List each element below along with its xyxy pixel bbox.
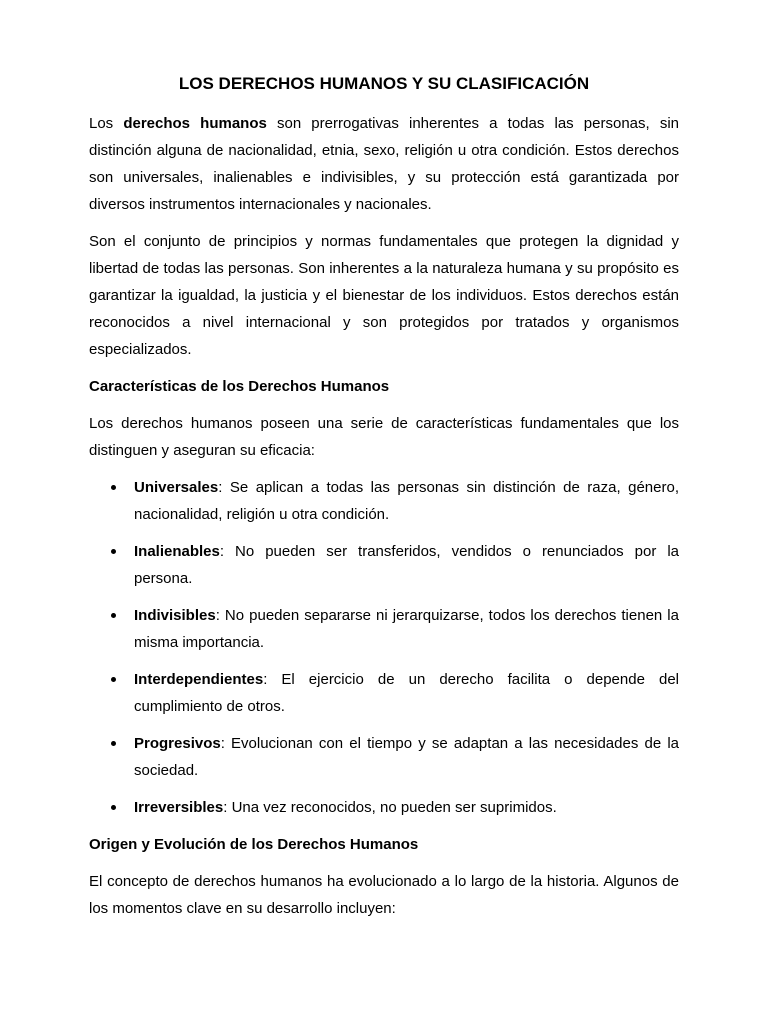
definition-paragraph: Son el conjunto de principios y normas fundamentales que protegen la dignidad y libertad de todas las personas. Son inherentes a la naturaleza humana y su propósito es garantizar la igualdad, la justicia y el bienestar de los individuos. Estos derechos están reconocidos a nivel internacional y son protegidos por tratados y organismos especializados. bbox=[89, 233, 679, 358]
list-item-term: Universales bbox=[134, 479, 219, 496]
list-item bbox=[89, 794, 679, 821]
list-item bbox=[89, 538, 679, 592]
list-item bbox=[89, 730, 679, 784]
document-title: LOS DERECHOS HUMANOS Y SU CLASIFICACIÓN bbox=[178, 74, 590, 93]
bullet-icon bbox=[111, 613, 116, 618]
list-item-text: : Una vez reconocidos, no pueden ser suprimidos. bbox=[223, 799, 557, 816]
intro-paragraph-prefix: Los bbox=[89, 115, 124, 132]
list-item-term: Inalienables bbox=[134, 543, 220, 560]
origin-heading: Origen y Evolución de los Derechos Humanos bbox=[89, 836, 419, 853]
list-item-text: : No pueden ser transferidos, vendidos o renunciados por la persona. bbox=[134, 543, 679, 587]
bullet-icon bbox=[111, 549, 116, 554]
characteristics-heading: Características de los Derechos Humanos bbox=[89, 378, 390, 395]
list-item bbox=[89, 602, 679, 656]
intro-paragraph-text: son prerrogativas inherentes a todas las personas, sin distinción alguna de nacionalidad, etnia, sexo, religión u otra condición. Estos derechos son universales, inalienables e indivisibles, y su protección está garantizada por diversos instrumentos internacionales y nacionales. bbox=[89, 115, 679, 213]
document-body bbox=[89, 70, 679, 932]
list-item-term: Indivisibles bbox=[134, 607, 216, 624]
list-item-text: : No pueden separarse ni jerarquizarse, todos los derechos tienen la misma importancia. bbox=[134, 607, 679, 651]
bullet-icon bbox=[111, 485, 116, 490]
bullet-icon bbox=[111, 805, 116, 810]
bullet-icon bbox=[111, 677, 116, 682]
list-item-term: Irreversibles bbox=[134, 799, 224, 816]
characteristics-intro: Los derechos humanos poseen una serie de características fundamentales que los distinguen y aseguran su eficacia: bbox=[89, 415, 679, 459]
list-item bbox=[89, 666, 679, 720]
intro-paragraph-bold-term: derechos humanos bbox=[123, 115, 267, 132]
characteristics-list bbox=[89, 474, 679, 821]
bullet-icon bbox=[111, 741, 116, 746]
intro-paragraph bbox=[89, 110, 679, 218]
list-item-term: Progresivos bbox=[134, 735, 221, 752]
list-item bbox=[89, 474, 679, 528]
origin-intro: El concepto de derechos humanos ha evolucionado a lo largo de la historia. Algunos de los momentos clave en su desarrollo incluyen: bbox=[89, 873, 679, 917]
list-item-text: : El ejercicio de un derecho facilita o depende del cumplimiento de otros. bbox=[134, 671, 679, 715]
list-item-text: : Evolucionan con el tiempo y se adaptan a las necesidades de la sociedad. bbox=[134, 735, 679, 779]
list-item-term: Interdependientes bbox=[134, 671, 264, 688]
list-item-text: : Se aplican a todas las personas sin distinción de raza, género, nacionalidad, religión u otra condición. bbox=[134, 479, 679, 523]
